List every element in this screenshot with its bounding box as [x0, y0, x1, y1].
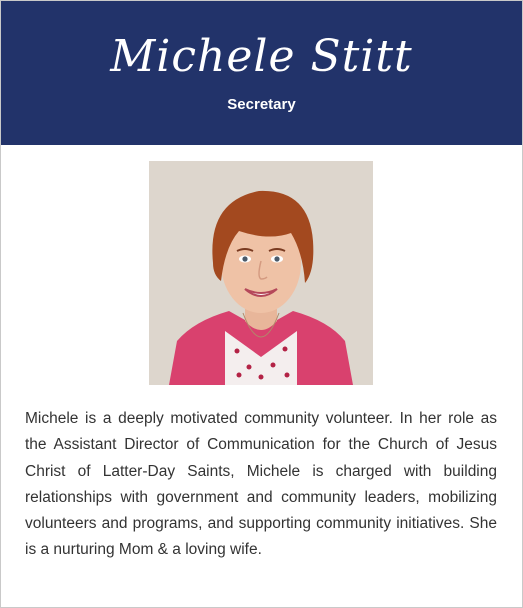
- profile-role: Secretary: [227, 96, 296, 113]
- profile-header: [1, 1, 522, 145]
- profile-name: Michele Stitt: [110, 31, 413, 82]
- portrait-illustration: [149, 161, 373, 385]
- profile-bio: Michele is a deeply motivated community volunteer. In her role as the Assistant Director of Communication for the Church of Jesus Christ of Latter-Day Saints, Michele is charged with building relationships with government and community leaders, mobilizing volunteers and programs, and supporting community initiatives. She is a nurturing Mom & a loving wife.: [25, 410, 497, 559]
- profile-photo: [149, 161, 373, 385]
